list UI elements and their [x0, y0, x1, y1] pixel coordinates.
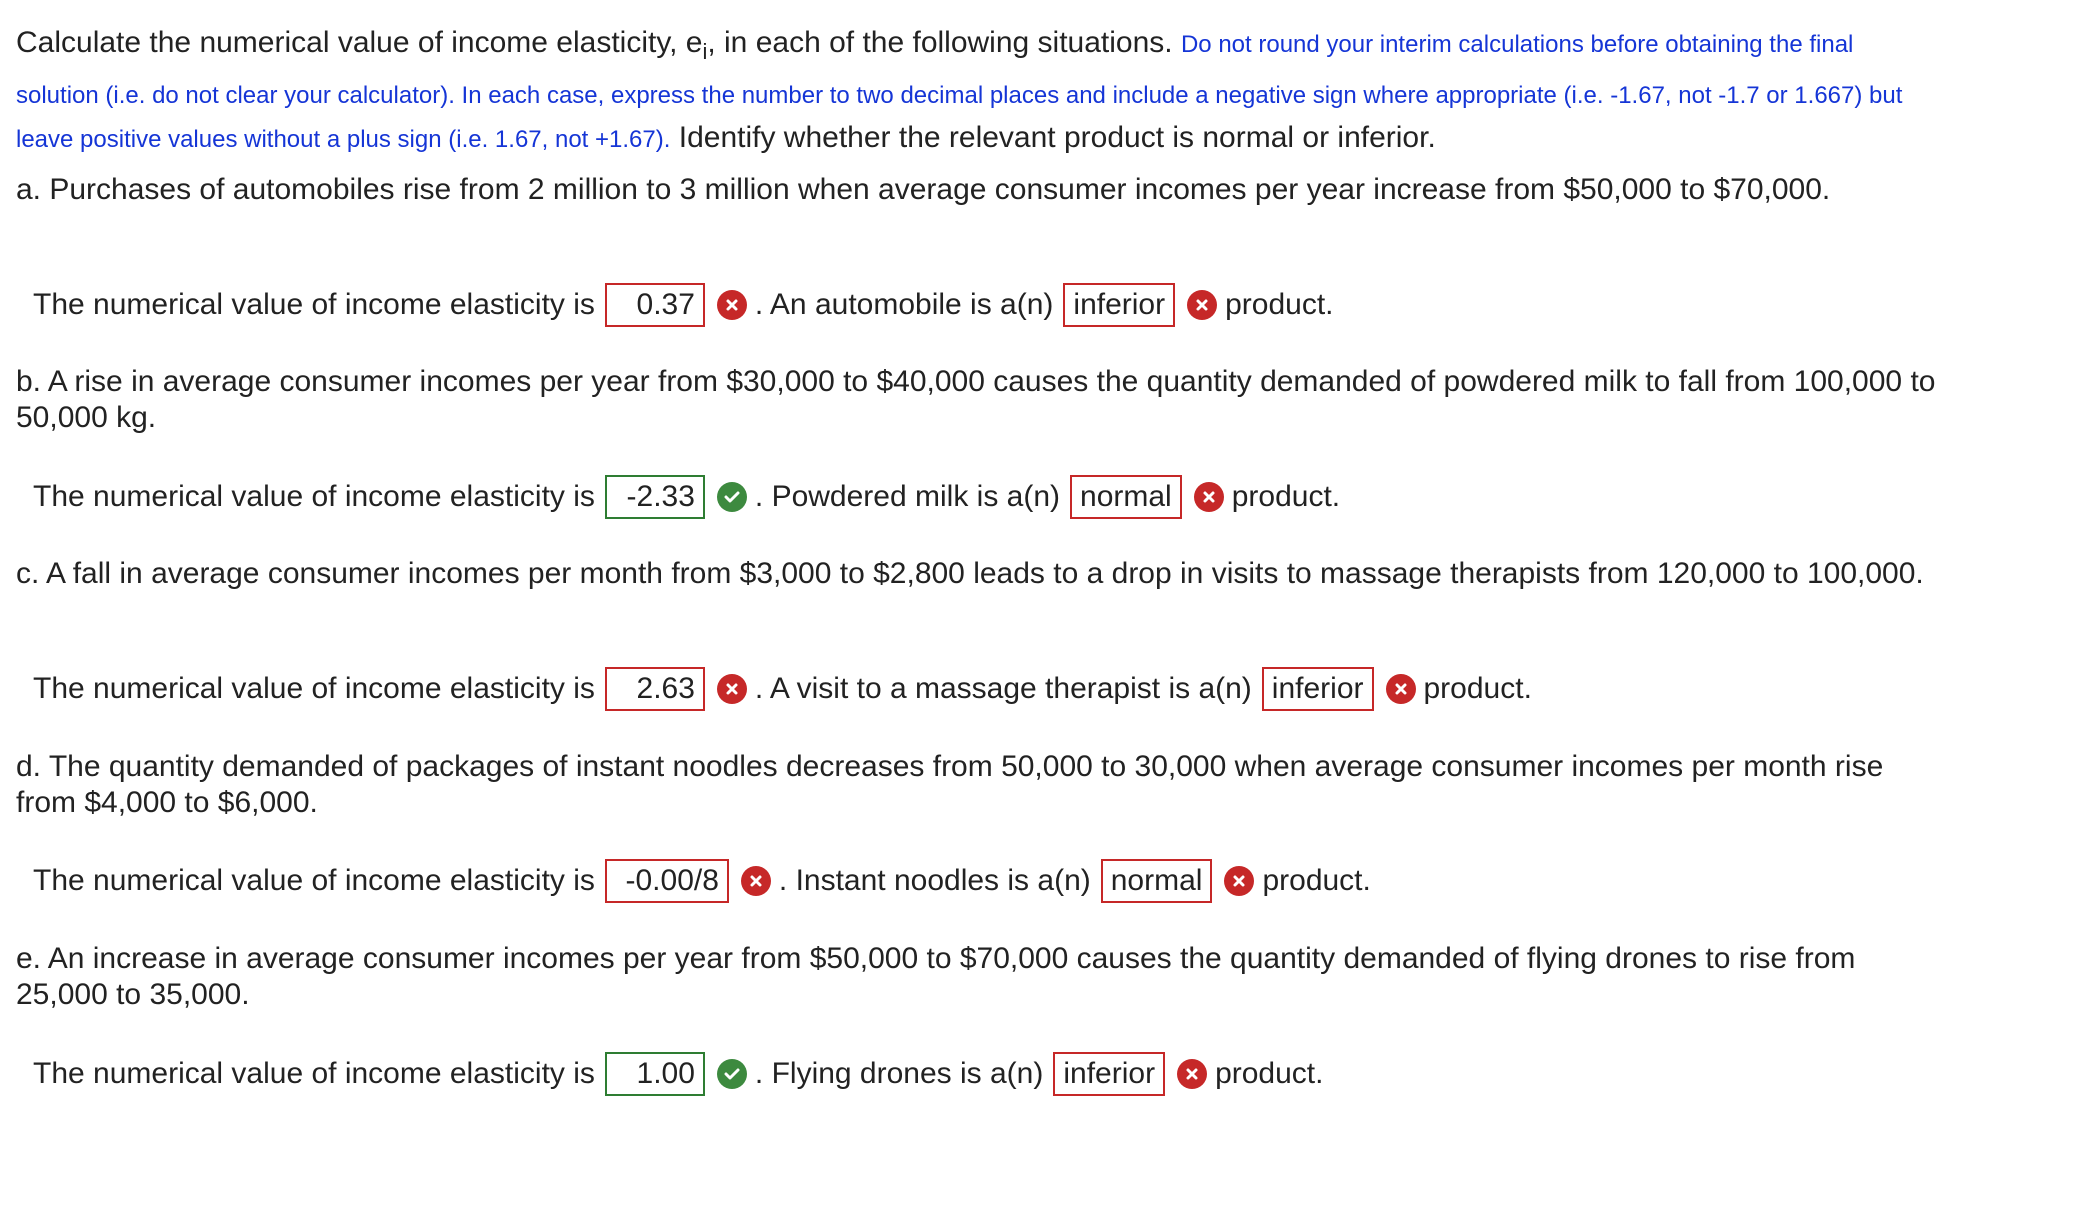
instructions-lead-end: , in each of the following situations.: [707, 26, 1173, 59]
answer-middle-text: . Instant noodles is a(n): [778, 864, 1091, 897]
instructions: [16, 22, 1916, 161]
question-e-prompt: e. An increase in average consumer incomes per year from $50,000 to $70,000 causes the quantity demanded of flying drones to rise from 25,000 to 35,000.: [16, 942, 1856, 1011]
x-icon: [1224, 866, 1254, 896]
check-icon: [717, 1059, 747, 1089]
x-icon: [1177, 1059, 1207, 1089]
answer-lead-in: The numerical value of income elasticity is: [33, 288, 595, 321]
answer-line-a: [33, 283, 1334, 327]
answer-line-c: [33, 667, 1532, 711]
answer-line-e: [33, 1052, 1323, 1096]
elasticity-input-d[interactable]: -0.00/8: [605, 859, 729, 903]
classification-select-c[interactable]: inferior: [1262, 667, 1374, 711]
answer-tail-text: product.: [1423, 672, 1532, 705]
answer-middle-text: . A visit to a massage therapist is a(n): [754, 672, 1252, 705]
elasticity-input-e[interactable]: 1.00: [605, 1052, 705, 1096]
answer-lead-in: The numerical value of income elasticity is: [33, 672, 595, 705]
classification-select-d[interactable]: normal: [1101, 859, 1213, 903]
answer-tail-text: product.: [1231, 480, 1341, 513]
elasticity-input-a[interactable]: 0.37: [605, 283, 705, 327]
answer-lead-in: The numerical value of income elasticity is: [33, 864, 595, 897]
question-a-prompt: a. Purchases of automobiles rise from 2 million to 3 million when average consumer incomes per year increase from $50,000 to $70,000.: [16, 173, 1831, 206]
x-icon: [1386, 674, 1416, 704]
answer-tail-text: product.: [1225, 288, 1334, 321]
identify-instruction: Identify whether the relevant product is normal or inferior.: [678, 121, 1436, 154]
answer-tail-text: product.: [1262, 864, 1371, 897]
classification-select-a[interactable]: inferior: [1063, 283, 1175, 327]
instructions-lead: Calculate the numerical value of income elasticity, e: [16, 26, 703, 59]
instructions-subscript: i: [702, 39, 708, 64]
question-d-prompt: d. The quantity demanded of packages of instant noodles decreases from 50,000 to 30,000 when average consumer incomes per month rise from $4,000 to $6,000.: [16, 750, 1884, 819]
answer-line-d: [33, 859, 1371, 903]
question-c-prompt: c. A fall in average consumer incomes per month from $3,000 to $2,800 leads to a drop in visits to massage therapists from 120,000 to 100,000.: [16, 557, 1924, 590]
answer-lead-in: The numerical value of income elasticity is: [33, 480, 595, 513]
x-icon: [717, 674, 747, 704]
question-b-prompt: b. A rise in average consumer incomes per year from $30,000 to $40,000 causes the quantity demanded of powdered milk to fall from 100,000 to 50,000 kg.: [16, 365, 1936, 434]
answer-middle-text: . Flying drones is a(n): [754, 1057, 1044, 1090]
answer-tail-text: product.: [1215, 1057, 1324, 1090]
classification-select-e[interactable]: inferior: [1053, 1052, 1165, 1096]
classification-select-b[interactable]: normal: [1070, 475, 1182, 519]
x-icon: [717, 290, 747, 320]
answer-line-b: [33, 475, 1340, 519]
x-icon: [741, 866, 771, 896]
elasticity-input-b[interactable]: -2.33: [605, 475, 705, 519]
answer-middle-text: . Powdered milk is a(n): [754, 480, 1061, 513]
rounding-note: Do not round your interim calculations before obtaining the final solution (i.e. do not clear your calculator). In each case, express the number to two decimal places and include a negative sign where appropriate (i.e. -1.67, not -1.7 or 1.667) but leave positive values without a plus sign (i.e. 1.67, not +1.67).: [16, 31, 1903, 153]
x-icon: [1194, 482, 1224, 512]
x-icon: [1187, 290, 1217, 320]
answer-lead-in: The numerical value of income elasticity is: [33, 1057, 595, 1090]
check-icon: [717, 482, 747, 512]
answer-middle-text: . An automobile is a(n): [754, 288, 1054, 321]
elasticity-input-c[interactable]: 2.63: [605, 667, 705, 711]
